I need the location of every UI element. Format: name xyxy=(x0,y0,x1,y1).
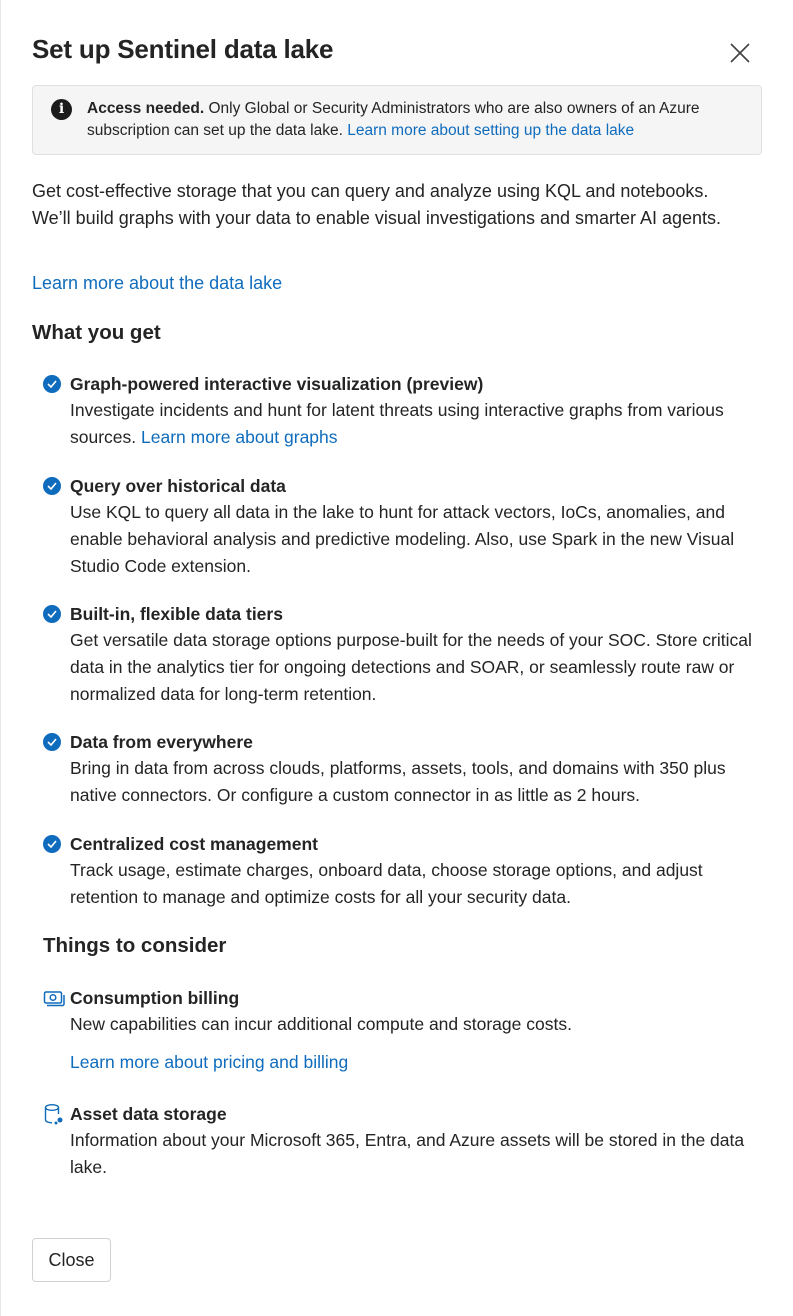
consider-title: Asset data storage xyxy=(70,1104,227,1124)
banner-bold-text: Access needed. xyxy=(87,100,205,117)
learn-more-graphs-link[interactable]: Learn more about graphs xyxy=(141,427,338,447)
consider-item xyxy=(43,1101,763,1181)
feature-title: Graph-powered interactive visualization (preview) xyxy=(70,374,484,394)
learn-more-data-lake-link[interactable]: Learn more about the data lake xyxy=(32,273,283,293)
things-to-consider-heading: Things to consider xyxy=(43,934,227,957)
check-circle-icon xyxy=(43,733,61,751)
feature-item xyxy=(43,601,763,708)
intro-text: Get cost-effective storage that you can query and analyze using KQL and notebooks. We’ll build graphs with your data to enable visual investigations and smarter AI agents. xyxy=(32,181,722,228)
feature-desc: Track usage, estimate charges, onboard data, choose storage options, and adjust retention to manage and optimize costs for all your security data. xyxy=(70,860,703,907)
feature-title: Built-in, flexible data tiers xyxy=(70,604,283,624)
consider-item xyxy=(43,985,763,1076)
what-you-get-heading: What you get xyxy=(32,321,161,344)
setup-learn-more-link[interactable]: Learn more about setting up the data lake xyxy=(347,122,635,139)
consider-title: Consumption billing xyxy=(70,988,240,1008)
learn-more-pricing-link[interactable]: Learn more about pricing and billing xyxy=(70,1052,349,1072)
check-circle-icon xyxy=(43,375,61,393)
money-icon xyxy=(43,987,65,1009)
info-icon: i xyxy=(51,99,72,120)
database-icon xyxy=(43,1103,65,1125)
close-icon[interactable] xyxy=(727,40,753,66)
feature-title: Centralized cost management xyxy=(70,834,318,854)
feature-desc: Use KQL to query all data in the lake to hunt for attack vectors, IoCs, anomalies, and enable behavioral analysis and predictive modeling. Also, use Spark in the new Visual Studio Code extension. xyxy=(70,502,735,576)
feature-title: Query over historical data xyxy=(70,476,286,496)
check-circle-icon xyxy=(43,835,61,853)
feature-item xyxy=(43,473,763,580)
feature-item xyxy=(43,371,763,451)
feature-item xyxy=(43,729,763,809)
feature-item xyxy=(43,831,763,911)
banner-text: Only Global or Security Administrators who are also owners of an Azure subscription can set up the data lake. xyxy=(87,100,700,139)
consider-desc: Information about your Microsoft 365, Entra, and Azure assets will be stored in the data lake. xyxy=(70,1130,745,1177)
feature-title: Data from everywhere xyxy=(70,732,253,752)
feature-desc: Investigate incidents and hunt for latent threats using interactive graphs from various sources. xyxy=(70,400,724,447)
consider-desc: New capabilities can incur additional compute and storage costs. xyxy=(70,1014,572,1034)
access-needed-banner xyxy=(32,85,762,155)
close-button[interactable]: Close xyxy=(32,1238,111,1282)
page-title: Set up Sentinel data lake xyxy=(32,34,334,64)
feature-desc: Bring in data from across clouds, platforms, assets, tools, and domains with 350 plus native connectors. Or configure a custom connector in as little as 2 hours. xyxy=(70,758,726,805)
check-circle-icon xyxy=(43,477,61,495)
check-circle-icon xyxy=(43,605,61,623)
feature-desc: Get versatile data storage options purpose-built for the needs of your SOC. Store critical data in the analytics tier for ongoing detections and SOAR, or seamlessly route raw or normalized data for long-term retention. xyxy=(70,630,752,704)
